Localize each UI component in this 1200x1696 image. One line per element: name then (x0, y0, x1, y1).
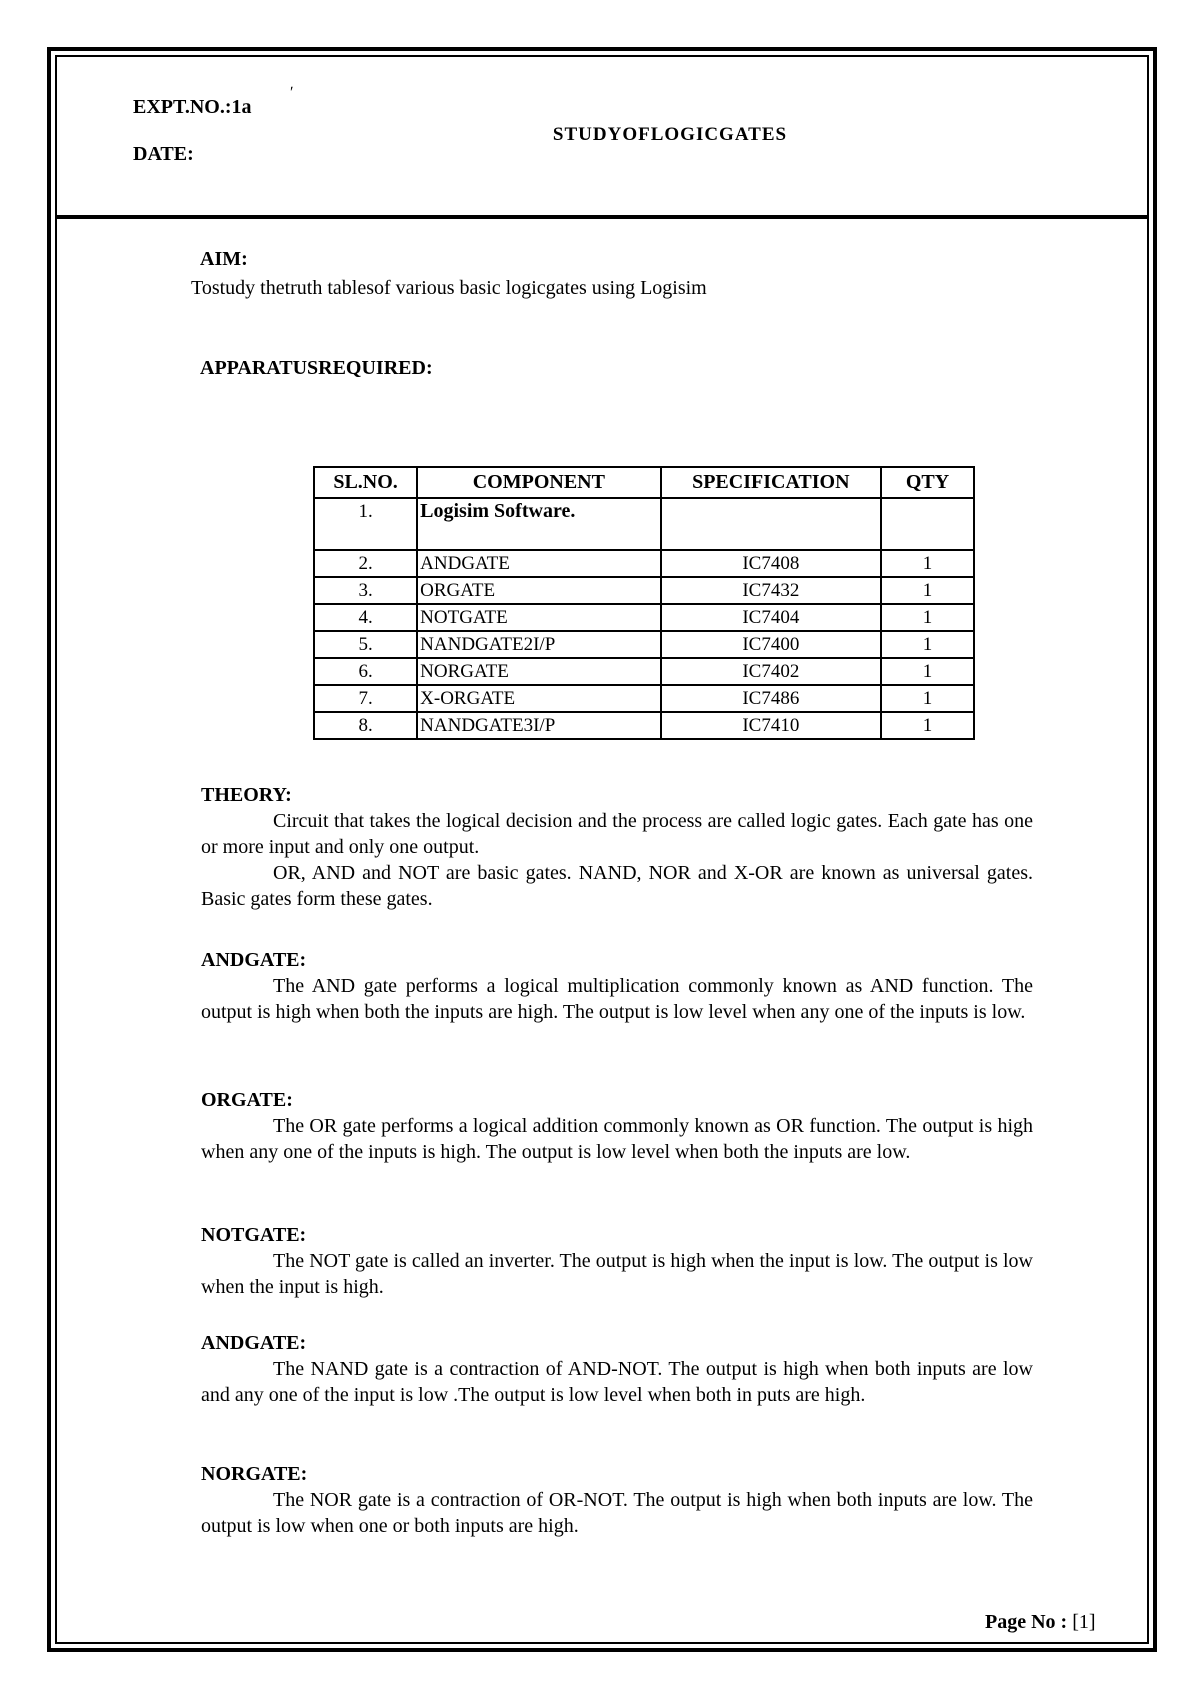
aim-text: Tostudy thetruth tablesof various basic logicgates using Logisim (191, 277, 707, 299)
theory-paragraph: OR, AND and NOT are basic gates. NAND, NOR and X-OR are known as universal gates. Basic gates form these gates. (201, 862, 1033, 910)
cell-specification: IC7404 (661, 604, 882, 631)
page-number-label: Page No : (985, 1611, 1068, 1633)
cell-sl-no: 8. (314, 712, 417, 739)
apparatus-table (313, 466, 975, 740)
nor-gate-text: The NOR gate is a contraction of OR-NOT. The output is high when both inputs are low. The output is low when one or both inputs are high. (201, 1489, 1033, 1537)
page-title: STUDYOFLOGICGATES (552, 124, 788, 145)
cell-qty: 1 (881, 658, 974, 685)
cell-component: ANDGATE (417, 550, 660, 577)
table-row (314, 685, 974, 712)
cell-specification: IC7408 (661, 550, 882, 577)
column-header-component: COMPONENT (417, 467, 660, 498)
page-number (985, 1611, 1096, 1634)
cell-qty: 1 (881, 631, 974, 658)
table-row (314, 577, 974, 604)
cell-qty: 1 (881, 712, 974, 739)
not-gate-heading: NOTGATE: (201, 1224, 307, 1246)
cell-qty: 1 (881, 604, 974, 631)
theory-heading: THEORY: (201, 784, 292, 806)
column-header-qty: QTY (881, 467, 974, 498)
table-row (314, 604, 974, 631)
cell-specification: IC7410 (661, 712, 882, 739)
cell-qty: 1 (881, 685, 974, 712)
not-gate-text: The NOT gate is called an inverter. The output is high when the input is low. The output is low when the input is high. (201, 1250, 1033, 1298)
nand-gate-section (201, 1330, 1033, 1408)
cell-specification: IC7432 (661, 577, 882, 604)
page-number-value: [1] (1072, 1611, 1096, 1633)
cell-specification: IC7400 (661, 631, 882, 658)
date-label: DATE: (133, 143, 194, 165)
nand-gate-heading: ANDGATE: (201, 1332, 307, 1354)
column-header-sl-no: SL.NO. (314, 467, 417, 498)
cell-qty: 1 (881, 550, 974, 577)
cell-sl-no: 5. (314, 631, 417, 658)
experiment-tick-mark: ʹ (290, 84, 294, 101)
table-row (314, 712, 974, 739)
aim-heading: AIM: (200, 248, 248, 270)
theory-section (201, 782, 1033, 912)
or-gate-text: The OR gate performs a logical addition commonly known as OR function. The output is high when any one of the inputs is high. The output is low level when both the inputs are low. (201, 1115, 1033, 1163)
or-gate-section (201, 1087, 1033, 1165)
table-row (314, 550, 974, 577)
nor-gate-heading: NORGATE: (201, 1463, 308, 1485)
cell-sl-no: 7. (314, 685, 417, 712)
column-header-specification: SPECIFICATION (661, 467, 882, 498)
table-row (314, 658, 974, 685)
cell-component: NANDGATE2I/P (417, 631, 660, 658)
theory-paragraph: Circuit that takes the logical decision and the process are called logic gates. Each gate has one or more input and only one output. (201, 810, 1033, 858)
cell-sl-no: 4. (314, 604, 417, 631)
cell-component: NORGATE (417, 658, 660, 685)
cell-sl-no: 6. (314, 658, 417, 685)
cell-specification: IC7402 (661, 658, 882, 685)
cell-specification (661, 498, 882, 550)
table-row (314, 498, 974, 550)
nand-gate-text: The NAND gate is a contraction of AND-NOT. The output is high when both inputs are low and any one of the input is low .The output is low level when both in puts are high. (201, 1358, 1033, 1406)
table-header-row (314, 467, 974, 498)
cell-component: ORGATE (417, 577, 660, 604)
header-divider (55, 215, 1149, 219)
apparatus-heading: APPARATUSREQUIRED: (200, 357, 433, 379)
cell-qty: 1 (881, 577, 974, 604)
not-gate-section (201, 1222, 1033, 1300)
table-row (314, 631, 974, 658)
and-gate-text: The AND gate performs a logical multiplication commonly known as AND function. The output is high when both the inputs are high. The output is low level when any one of the inputs is low. (201, 975, 1033, 1023)
cell-sl-no: 2. (314, 550, 417, 577)
cell-component: NANDGATE3I/P (417, 712, 660, 739)
cell-component: X-ORGATE (417, 685, 660, 712)
cell-component: Logisim Software. (417, 498, 660, 550)
and-gate-section (201, 947, 1033, 1025)
or-gate-heading: ORGATE: (201, 1089, 293, 1111)
and-gate-heading: ANDGATE: (201, 949, 307, 971)
cell-sl-no: 1. (314, 498, 417, 550)
cell-component: NOTGATE (417, 604, 660, 631)
cell-sl-no: 3. (314, 577, 417, 604)
nor-gate-section (201, 1461, 1033, 1539)
experiment-number: EXPT.NO.:1a (133, 96, 252, 118)
cell-qty (881, 498, 974, 550)
cell-specification: IC7486 (661, 685, 882, 712)
